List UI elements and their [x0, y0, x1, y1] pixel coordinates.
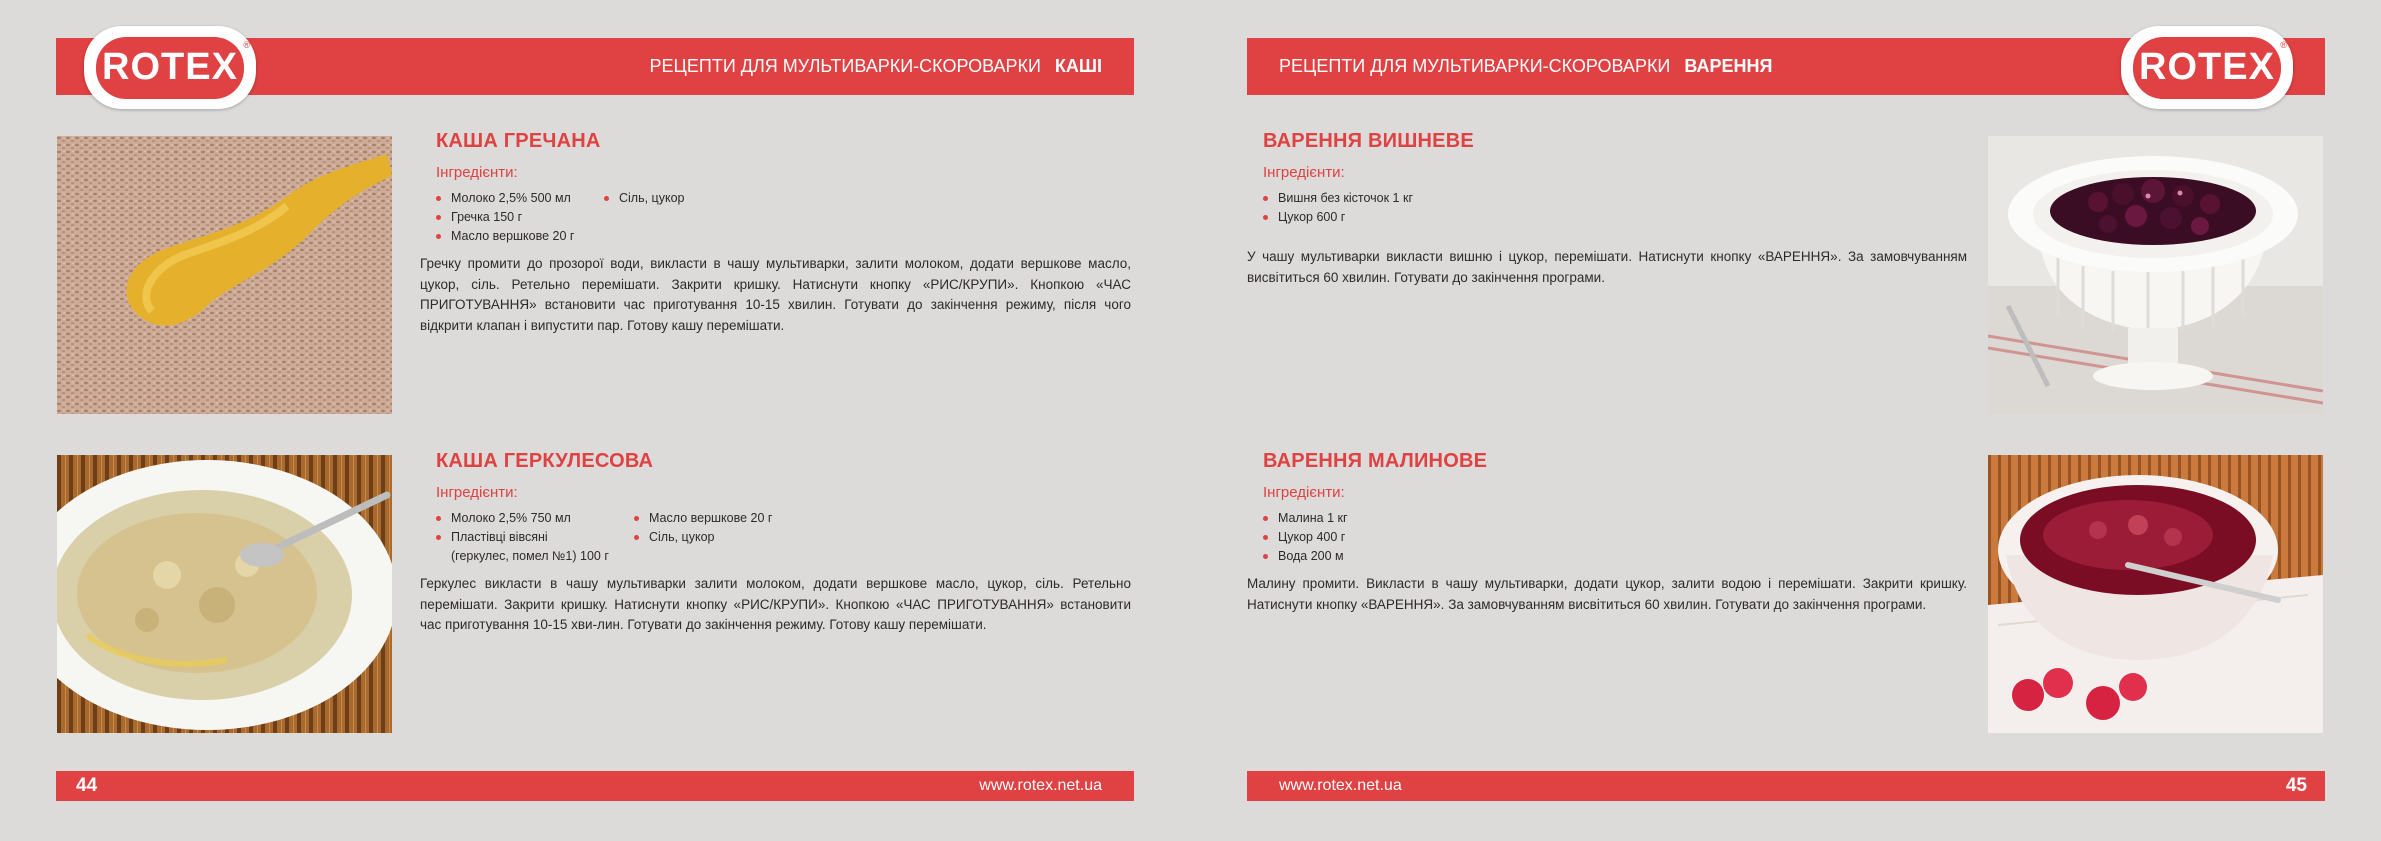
- ingredient-item: Вода 200 м: [1263, 547, 1348, 566]
- ingredients-list: [1263, 189, 1967, 227]
- ingredient-item: Цукор 400 г: [1263, 528, 1348, 547]
- header-section: КАШІ: [1054, 56, 1102, 76]
- ingredient-item: Малина 1 кг: [1263, 509, 1348, 528]
- recipe-method: Геркулес викласти в чашу мультиварки залити молоком, додати вершкове масло, цукор, сіль. Ретельно перемішати. Закрити кришку. Натиснути кнопку «РИС/КРУПИ». Кнопкою «ЧАС ПРИГОТУВАННЯ» встановити час приготування 10-15 хви-лин. Готувати до закінчення режиму. Готову кашу перемішати.: [420, 576, 1131, 632]
- ingredient-item: Гречка 150 г: [436, 208, 604, 227]
- logo-text: ROTEX: [96, 37, 244, 99]
- ingredient-item: Масло вершкове 20 г: [634, 509, 772, 528]
- buckwheat-porridge-photo: [57, 136, 392, 414]
- recipe-oatmeal: [420, 450, 1131, 636]
- header-section: ВАРЕННЯ: [1684, 56, 1773, 76]
- page-number: 44: [76, 775, 98, 796]
- ingredient-item: Молоко 2,5% 750 мл: [436, 509, 634, 528]
- recipe-method: Гречку промити до прозорої води, викласти в чашу мультиварки, залити молоком, додати вершкове масло, цукор, сіль. Ретельно перемішати. Закрити кришку. Натиснути кнопку «РИС/КРУПИ». Кнопкою «ЧАС ПРИГОТУВАННЯ» встановити час приготування 10-15 хвилин. Готувати до закінчення режиму, після чого відкрити клапан і випустити пар. Готову кашу перемішати.: [420, 256, 1131, 333]
- recipe-method: У чашу мультиварки викласти вишню і цукор, перемішати. Натиснути кнопку «ВАРЕННЯ». За замовчуванням висвітиться 60 хвилин. Готувати до закінчення програми.: [1247, 249, 1967, 285]
- ingredients-list: [436, 189, 1131, 246]
- ingredient-item: Цукор 600 г: [1263, 208, 1413, 227]
- ingredient-item: Вишня без кісточок 1 кг: [1263, 189, 1413, 208]
- header-series: РЕЦЕПТИ ДЛЯ МУЛЬТИВАРКИ-СКОРОВАРКИ: [1279, 56, 1671, 76]
- ingredient-item: Сіль, цукор: [634, 528, 772, 547]
- footer-bar: [56, 771, 1134, 801]
- footer-bar: [1247, 771, 2325, 801]
- website-link[interactable]: www.rotex.net.ua: [979, 777, 1102, 794]
- recipe-title: ВАРЕННЯ ВИШНЕВЕ: [1263, 130, 1474, 152]
- recipe-raspberry-jam: [1247, 450, 1967, 615]
- ingredient-item: Пластівці вівсяні: [436, 528, 634, 547]
- registered-mark: ®: [2280, 40, 2287, 50]
- page-number: 45: [2285, 775, 2307, 796]
- website-link[interactable]: www.rotex.net.ua: [1279, 777, 1402, 794]
- recipe-title: ВАРЕННЯ МАЛИНОВЕ: [1263, 450, 1488, 472]
- ingredient-item: Молоко 2,5% 500 мл: [436, 189, 604, 208]
- rotex-logo: [84, 26, 256, 109]
- ingredients-label: Інгредієнти:: [436, 164, 518, 181]
- right-page: [1191, 0, 2381, 841]
- logo-text: ROTEX: [2133, 37, 2281, 99]
- ingredients-list: [1263, 509, 1967, 566]
- ingredients-label: Інгредієнти:: [1263, 164, 1345, 181]
- ingredient-item: Сіль, цукор: [604, 189, 684, 208]
- recipe-cherry-jam: [1247, 130, 1967, 288]
- ingredient-item: Масло вершкове 20 г: [436, 227, 604, 246]
- recipe-buckwheat: [420, 130, 1131, 336]
- oatmeal-porridge-photo: [57, 455, 392, 733]
- ingredients-label: Інгредієнти:: [1263, 484, 1345, 501]
- raspberry-jam-photo: [1988, 455, 2323, 733]
- left-page: [0, 0, 1190, 841]
- ingredients-list: [436, 509, 1131, 566]
- recipe-method: Малину промити. Викласти в чашу мультиварки, додати цукор, залити водою і перемішати. Закрити кришку. Натиснути кнопку «ВАРЕННЯ». За замовчуванням висвітиться 60 хвилин. Готувати до закінчення програми.: [1247, 576, 1967, 612]
- recipe-title: КАША ГРЕЧАНА: [436, 130, 601, 152]
- ingredient-item: (геркулес, помел №1) 100 г: [451, 549, 609, 563]
- cherry-jam-photo: [1988, 136, 2323, 414]
- registered-mark: ®: [243, 40, 250, 50]
- rotex-logo: [2121, 26, 2293, 109]
- ingredients-label: Інгредієнти:: [436, 484, 518, 501]
- header-series: РЕЦЕПТИ ДЛЯ МУЛЬТИВАРКИ-СКОРОВАРКИ: [649, 56, 1041, 76]
- recipe-title: КАША ГЕРКУЛЕСОВА: [436, 450, 654, 472]
